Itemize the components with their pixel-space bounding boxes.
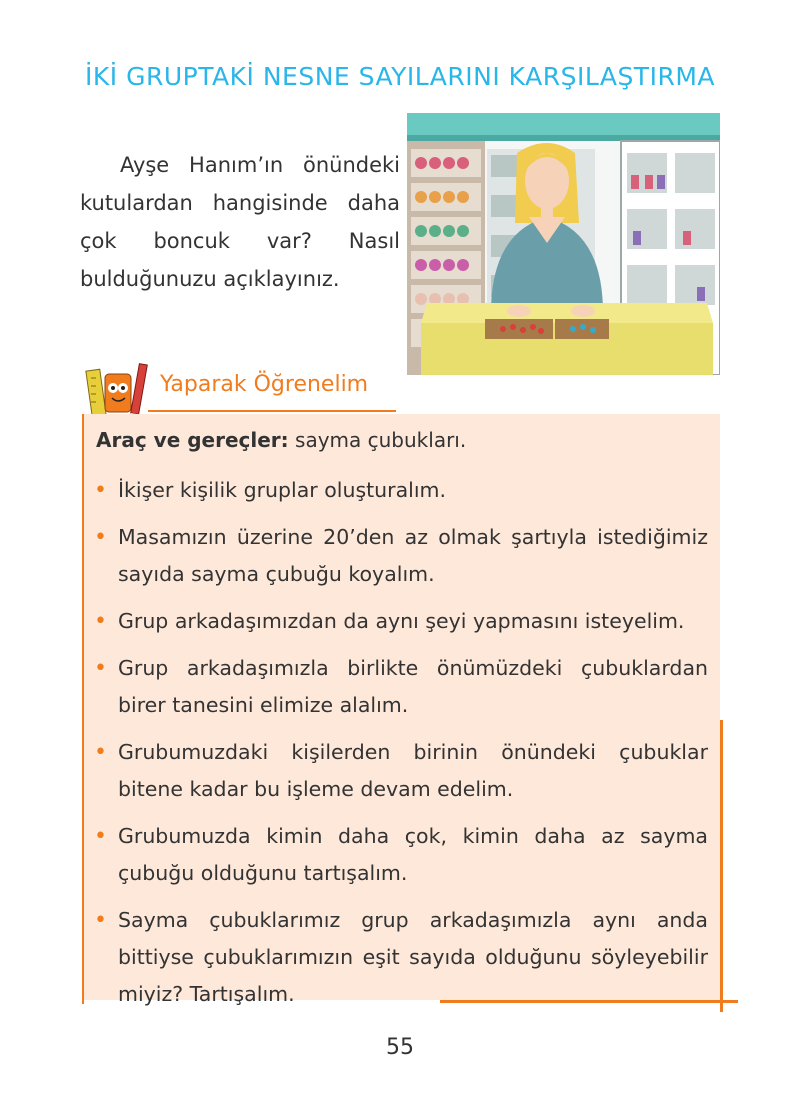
- intro-text: Ayşe Hanım’ın önündeki kutulardan hangisinde daha çok boncuk var? Nasıl bulduğunuzu açıklayınız.: [80, 153, 400, 291]
- activity-steps: [92, 472, 708, 1023]
- bullet-icon: •: [94, 656, 107, 681]
- list-item: • Masamızın üzerine 20’den az olmak şartıyla istediğimiz sayıda sayma çubuğu koyalım.: [92, 519, 708, 593]
- list-item: • Grup arkadaşımızla birlikte önümüzdeki çubuklardan birer tanesini elimize alalım.: [92, 650, 708, 724]
- intro-paragraph: [80, 146, 400, 298]
- bullet-icon: •: [94, 478, 107, 503]
- materials-line: [96, 428, 466, 452]
- bullet-icon: •: [94, 740, 107, 765]
- shop-illustration: [407, 113, 720, 375]
- page-title: İKİ GRUPTAKİ NESNE SAYILARINI KARŞILAŞTIRMA: [85, 62, 715, 91]
- section-title: Yaparak Öğrenelim: [160, 372, 369, 397]
- ruler-pencil-icon: [85, 360, 155, 420]
- bullet-icon: •: [94, 824, 107, 849]
- list-item: • İkişer kişilik gruplar oluşturalım.: [92, 472, 708, 509]
- materials-label: Araç ve gereçler:: [96, 428, 289, 452]
- list-item: • Grubumuzda kimin daha çok, kimin daha az sayma çubuğu olduğunu tartışalım.: [92, 818, 708, 892]
- section-divider: [148, 410, 396, 412]
- box-right-border: [720, 720, 723, 1012]
- page-number: 55: [386, 1035, 414, 1060]
- box-left-border: [82, 414, 84, 1004]
- bullet-icon: •: [94, 525, 107, 550]
- bullet-icon: •: [94, 908, 107, 933]
- list-item: • Grup arkadaşımızdan da aynı şeyi yapmasını isteyelim.: [92, 603, 708, 640]
- materials-value: sayma çubukları.: [288, 428, 467, 452]
- list-item: • Grubumuzdaki kişilerden birinin önündeki çubuklar bitene kadar bu işleme devam edelim.: [92, 734, 708, 808]
- bullet-icon: •: [94, 609, 107, 634]
- list-item: • Sayma çubuklarımız grup arkadaşımızla aynı anda bittiyse çubuklarımızın eşit sayıda olduğunu söyleyebilir miyiz? Tartışalım.: [92, 902, 708, 1013]
